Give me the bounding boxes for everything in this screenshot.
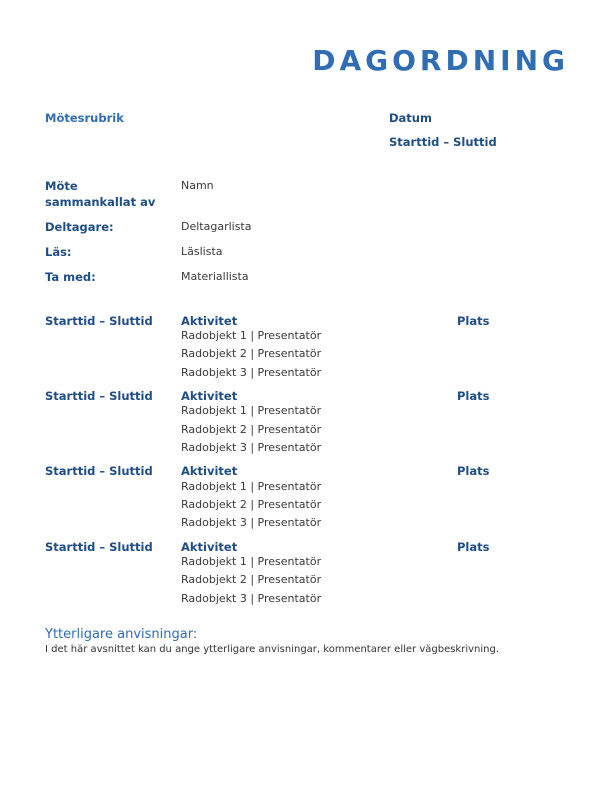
detail-label-read: Läs: bbox=[45, 245, 72, 259]
additional-instructions-text: I det här avsnittet kan du ange ytterligare anvisningar, kommentarer eller vägbeskrivning. bbox=[45, 644, 500, 655]
agenda-item: Radobjekt 3 | Presentatör bbox=[181, 441, 322, 454]
agenda-time: Starttid – Sluttid bbox=[45, 314, 153, 328]
detail-value-attendees: Deltagarlista bbox=[181, 220, 252, 233]
agenda-item: Radobjekt 2 | Presentatör bbox=[181, 347, 322, 360]
detail-value-organizer: Namn bbox=[181, 179, 214, 192]
additional-instructions-title: Ytterligare anvisningar: bbox=[45, 627, 198, 642]
agenda-item: Radobjekt 2 | Presentatör bbox=[181, 573, 322, 586]
detail-value-bring: Materiallista bbox=[181, 270, 249, 283]
detail-label-organizer-line1: Möte bbox=[45, 179, 78, 193]
agenda-activity: Aktivitet bbox=[181, 314, 238, 328]
agenda-place: Plats bbox=[457, 314, 490, 328]
agenda-activity: Aktivitet bbox=[181, 389, 238, 403]
agenda-place: Plats bbox=[457, 464, 490, 478]
agenda-item: Radobjekt 1 | Presentatör bbox=[181, 480, 322, 493]
meeting-date: Datum bbox=[389, 111, 432, 125]
agenda-item: Radobjekt 2 | Presentatör bbox=[181, 423, 322, 436]
meeting-time: Starttid – Sluttid bbox=[389, 135, 497, 149]
agenda-place: Plats bbox=[457, 540, 490, 554]
page-title: DAGORDNING bbox=[312, 44, 569, 77]
agenda-item: Radobjekt 3 | Presentatör bbox=[181, 516, 322, 529]
agenda-place: Plats bbox=[457, 389, 490, 403]
agenda-item: Radobjekt 1 | Presentatör bbox=[181, 329, 322, 342]
agenda-item: Radobjekt 1 | Presentatör bbox=[181, 555, 322, 568]
agenda-time: Starttid – Sluttid bbox=[45, 464, 153, 478]
detail-value-read: Läslista bbox=[181, 245, 223, 258]
detail-label-attendees: Deltagare: bbox=[45, 220, 114, 234]
agenda-item: Radobjekt 3 | Presentatör bbox=[181, 366, 322, 379]
agenda-item: Radobjekt 2 | Presentatör bbox=[181, 498, 322, 511]
meeting-title: Mötesrubrik bbox=[45, 111, 124, 125]
agenda-activity: Aktivitet bbox=[181, 540, 238, 554]
detail-label-organizer-line2: sammankallat av bbox=[45, 195, 156, 209]
agenda-activity: Aktivitet bbox=[181, 464, 238, 478]
detail-label-bring: Ta med: bbox=[45, 270, 96, 284]
agenda-item: Radobjekt 1 | Presentatör bbox=[181, 404, 322, 417]
agenda-time: Starttid – Sluttid bbox=[45, 389, 153, 403]
agenda-item: Radobjekt 3 | Presentatör bbox=[181, 592, 322, 605]
agenda-time: Starttid – Sluttid bbox=[45, 540, 153, 554]
